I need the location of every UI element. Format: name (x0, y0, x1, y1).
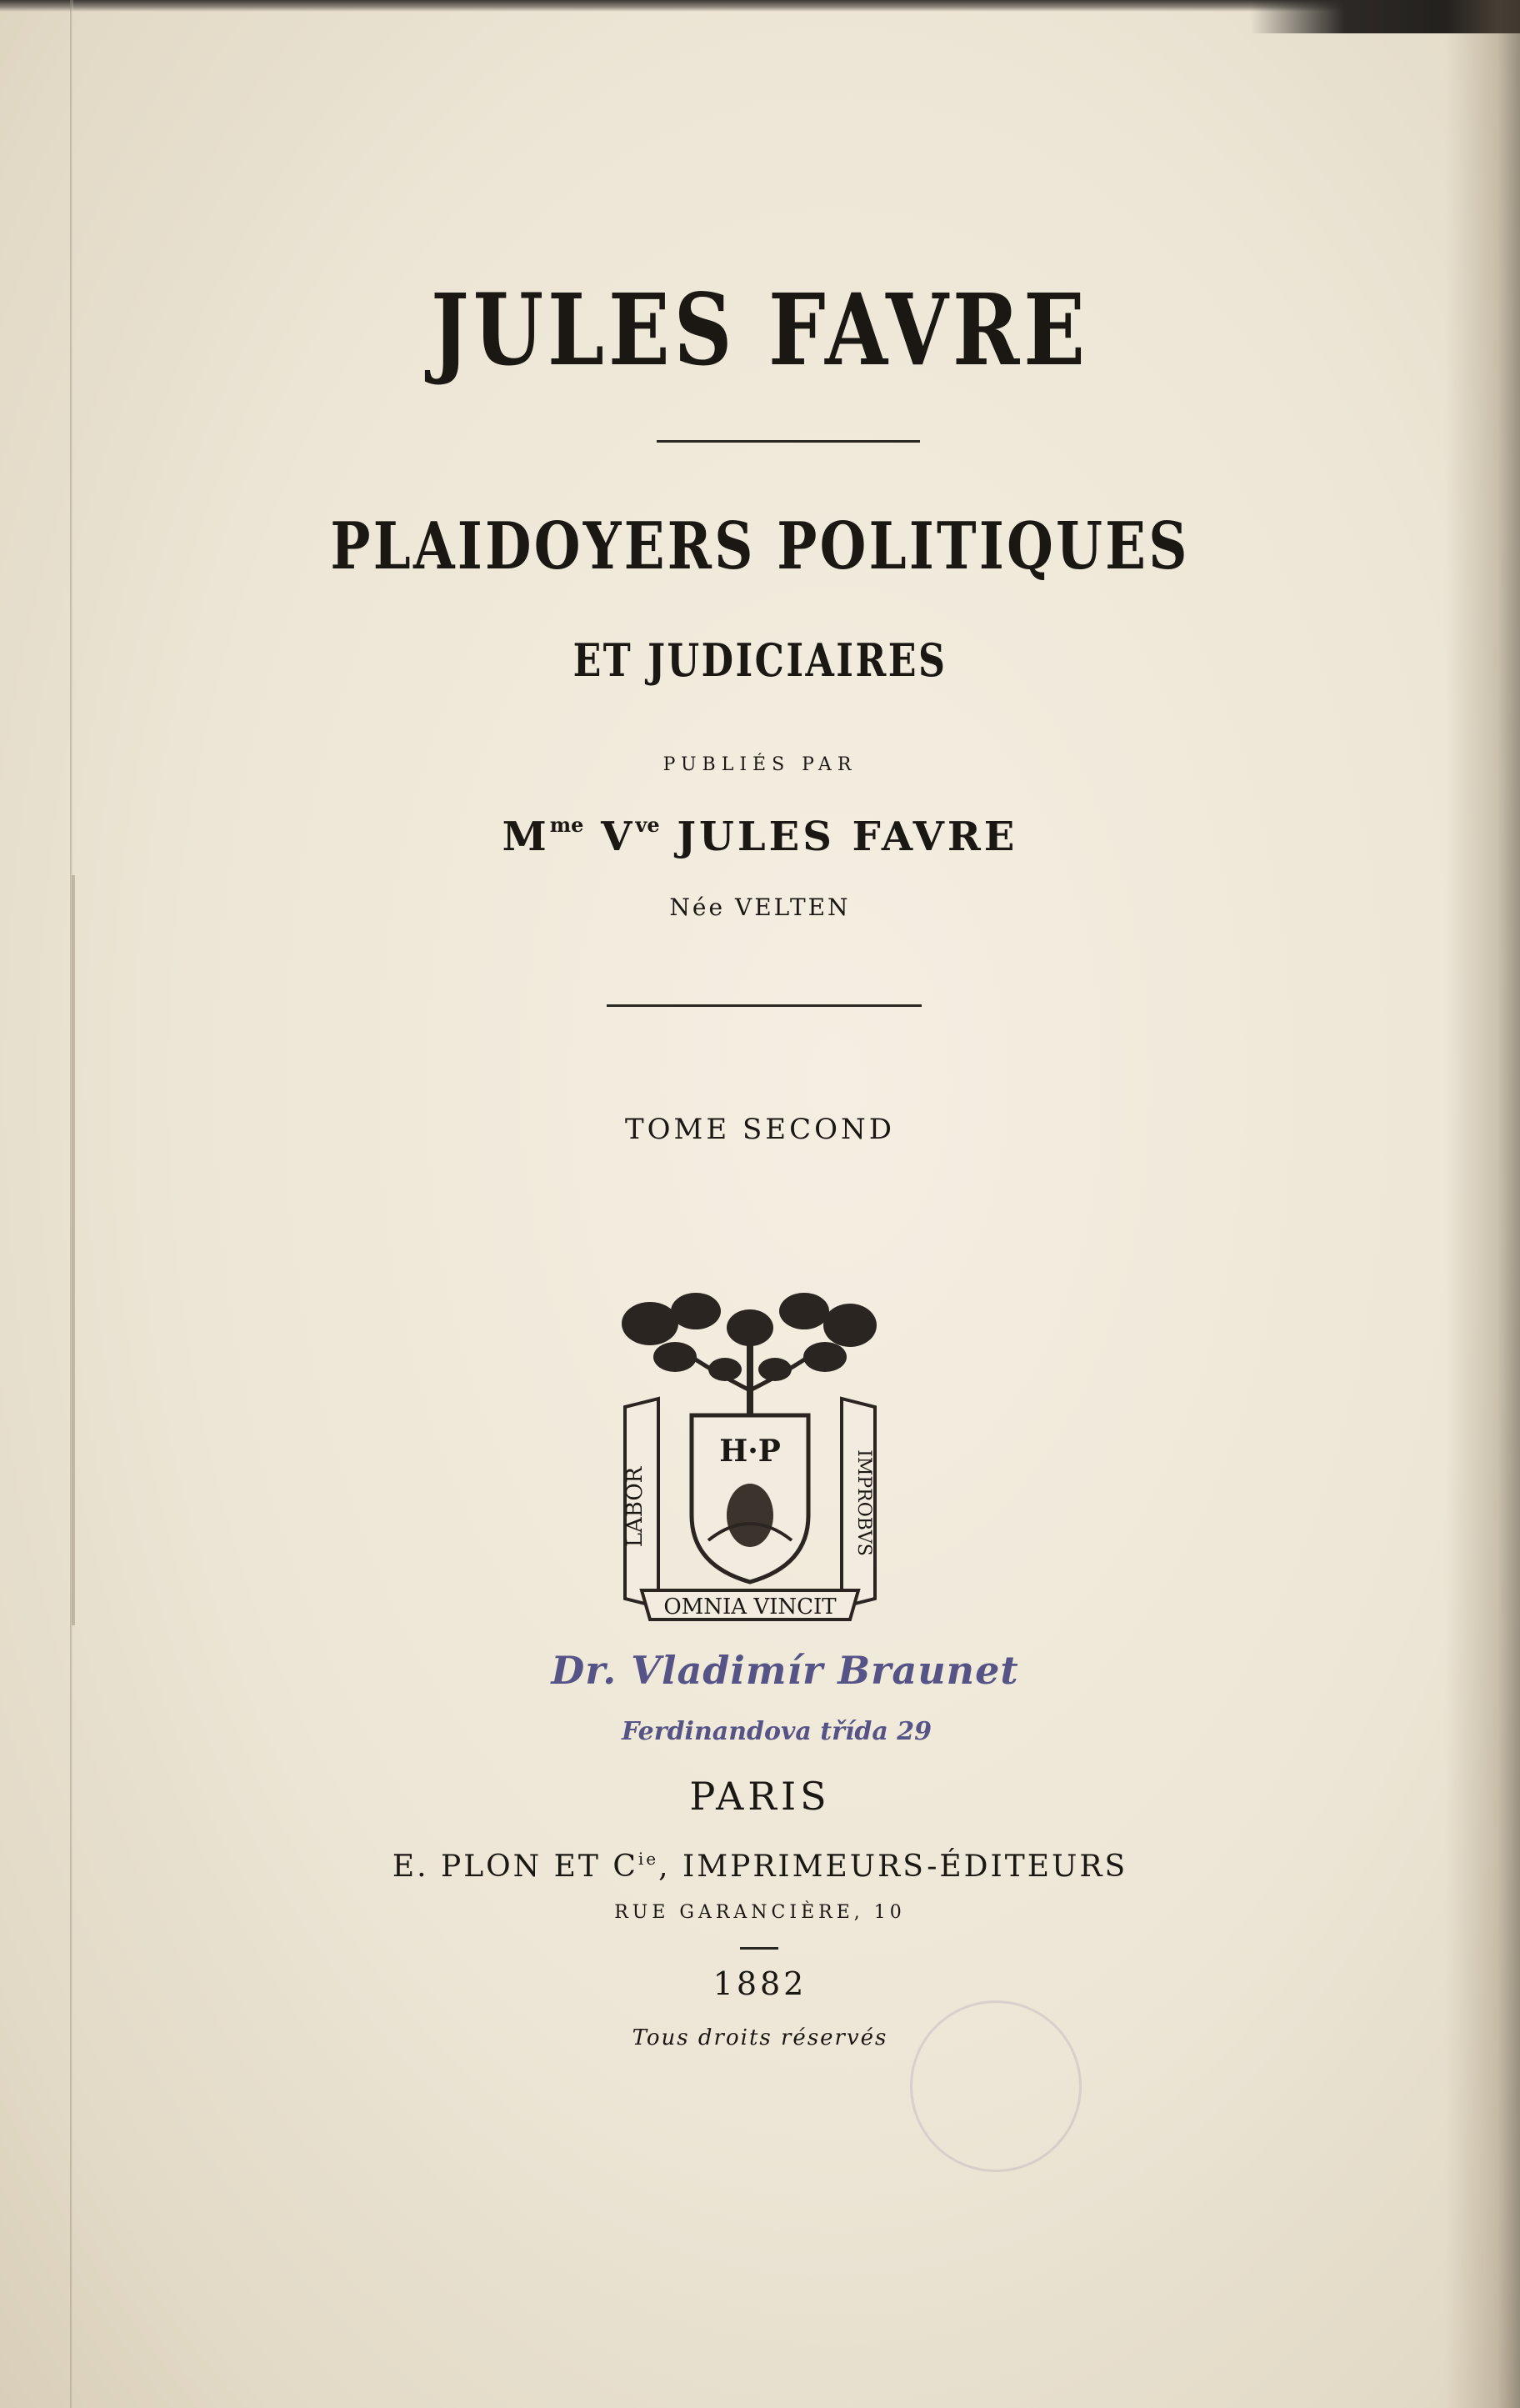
work-title-line2: ET JUDICIAIRES (572, 633, 948, 687)
printers-device-emblem (617, 1290, 883, 1624)
owner-stamp-name: Dr. Vladimír Braunet (551, 1648, 1019, 1693)
publisher-sup: ie (638, 1849, 659, 1869)
monogram: H·P (719, 1434, 781, 1469)
binding-crease (72, 875, 75, 1625)
editor-prefix-ve: ve (635, 813, 660, 837)
rule-middle (607, 1004, 922, 1007)
editor-prefix-m: M (502, 814, 550, 860)
rule-top (657, 440, 920, 443)
rule-short (740, 1947, 778, 1950)
editor-name: JULES FAVRE (677, 814, 1018, 860)
motto-bottom: OMNIA VINCIT (663, 1594, 837, 1620)
nee-prefix: Née (669, 894, 726, 921)
editor-prefix-me: me (549, 813, 584, 837)
imprint-publisher (0, 1849, 1520, 1884)
author-title: JULES FAVRE (431, 272, 1089, 388)
imprint-year: 1882 (712, 1965, 808, 2002)
motto-left: LABOR (622, 1466, 648, 1548)
nee-name: VELTEN (734, 894, 851, 921)
imprint-address: RUE GARANCIÈRE, 10 (614, 1902, 906, 1923)
volume-label: TOME SECOND (624, 1113, 895, 1146)
work-title-line1: PLAIDOYERS POLITIQUES (330, 508, 1190, 584)
rights-notice: Tous droits réservés (632, 2025, 888, 2050)
published-by: PUBLIÉS PAR (662, 754, 858, 775)
editor-prefix-v: V (601, 814, 636, 860)
owner-stamp-address: Ferdinandova třída 29 (622, 1717, 932, 1746)
imprint-city: PARIS (689, 1774, 831, 1819)
nee-line (0, 894, 1520, 921)
editor-line (0, 813, 1520, 860)
publisher-part1: E. PLON ET C (392, 1850, 638, 1884)
motto-right: IMPROBVS (853, 1449, 874, 1556)
publisher-part2: , IMPRIMEURS-ÉDITEURS (658, 1850, 1128, 1884)
